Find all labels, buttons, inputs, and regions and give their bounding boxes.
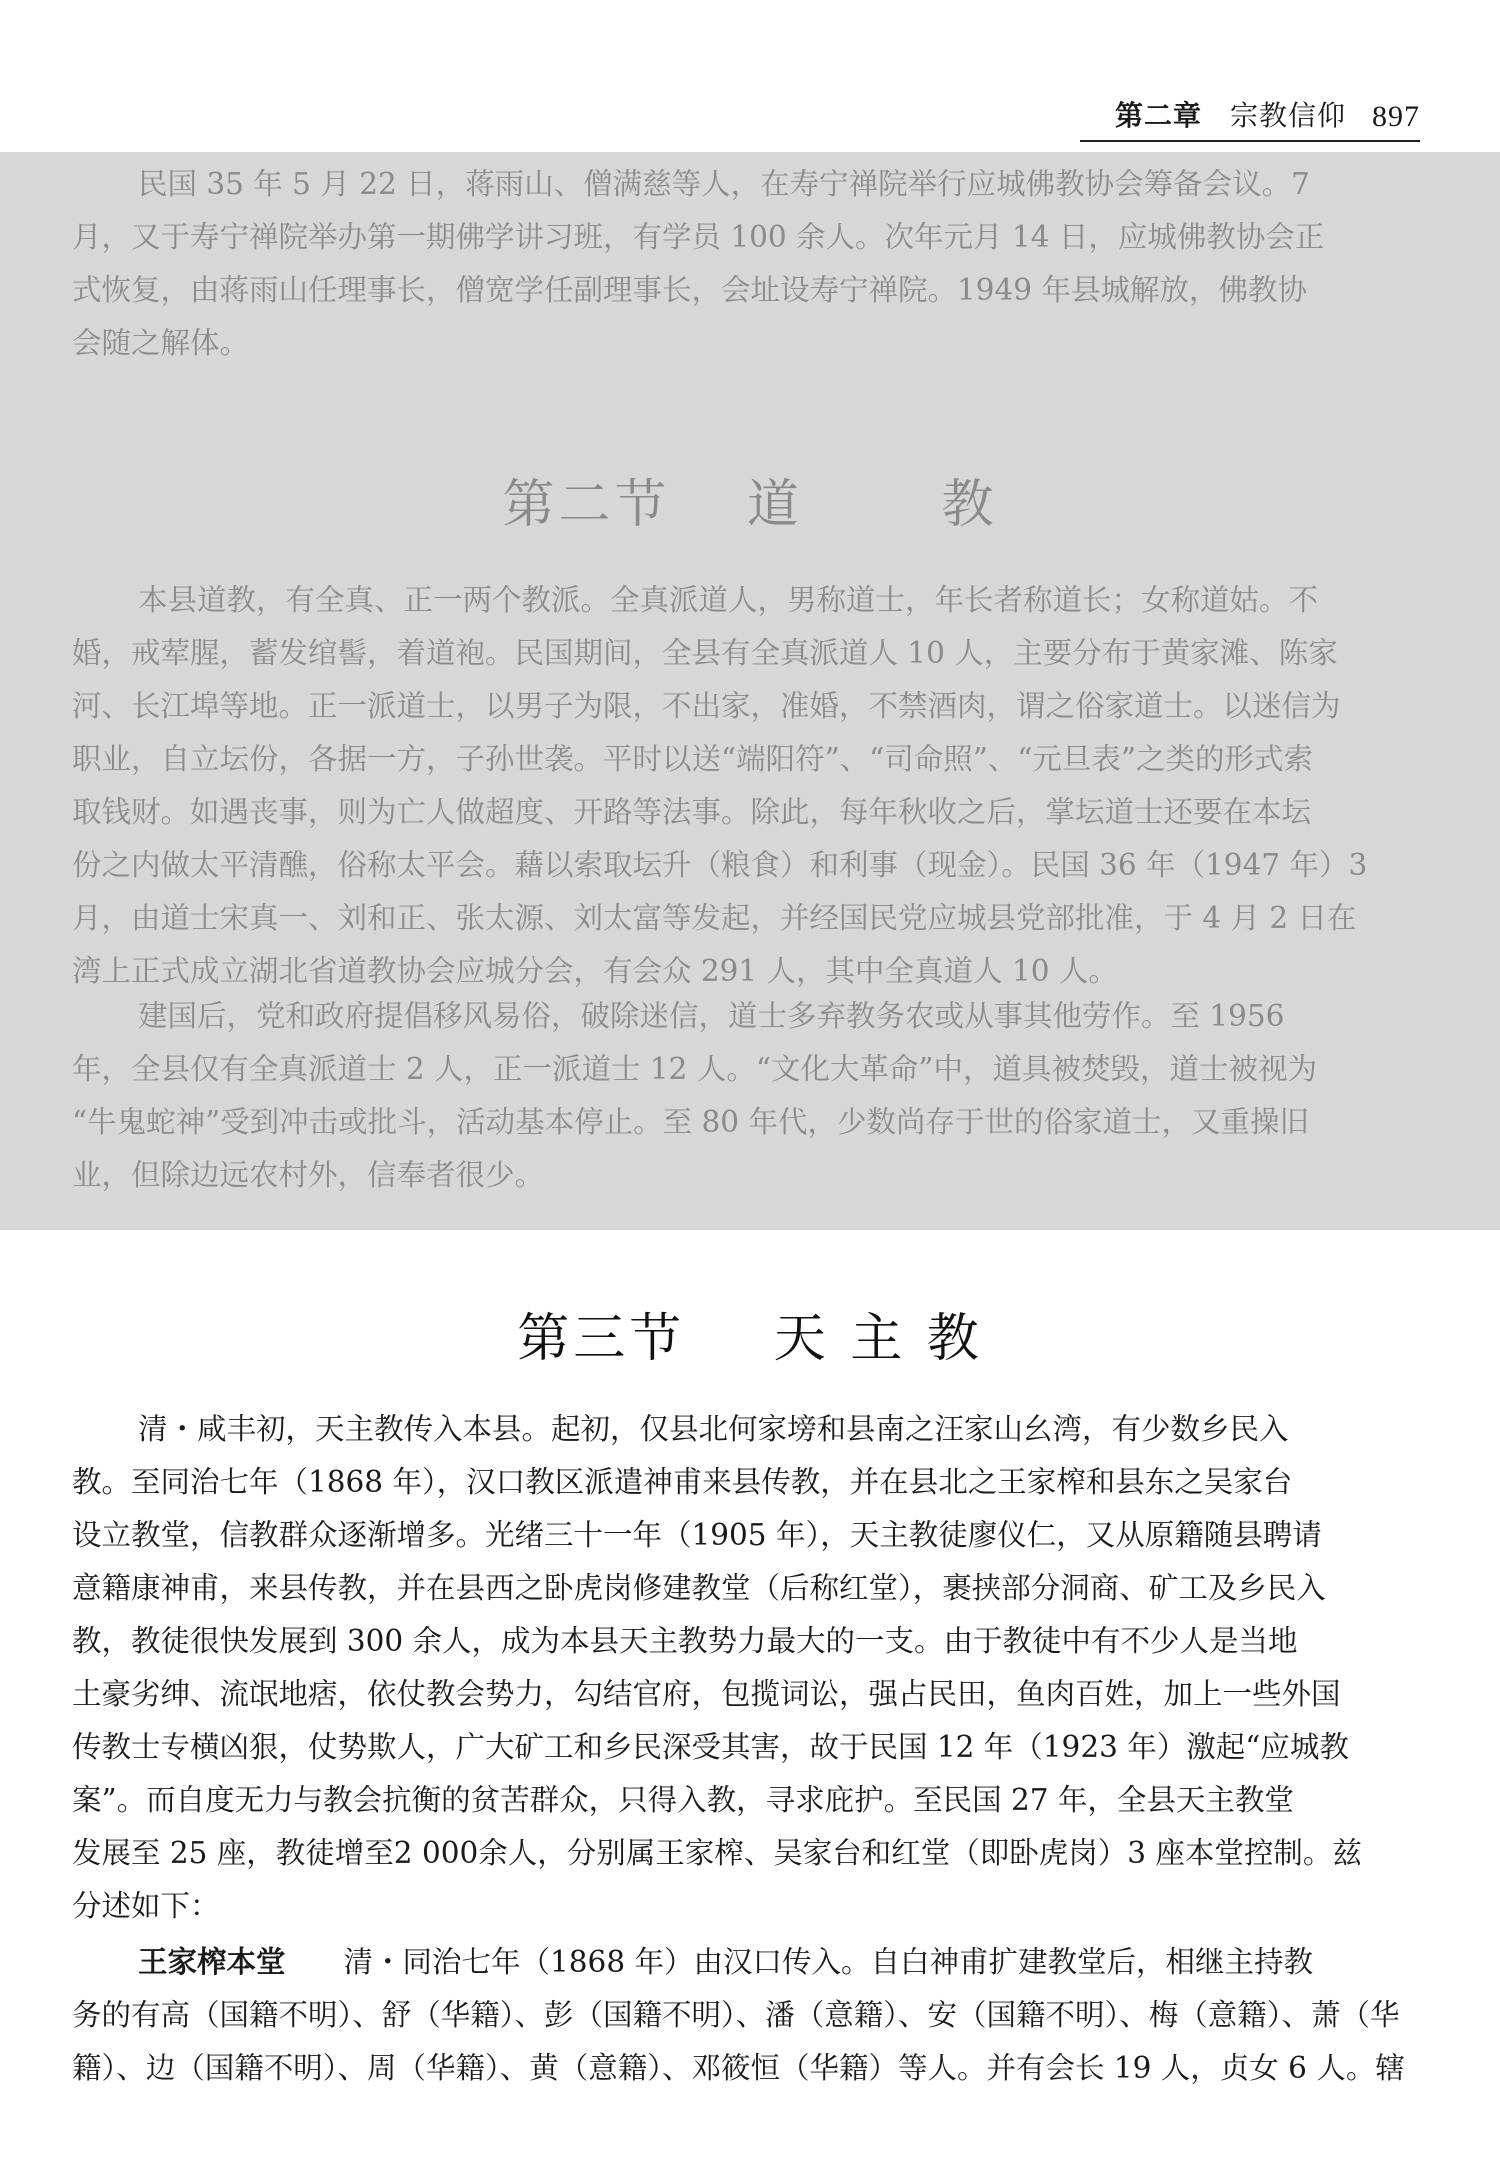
text-line: 教。至同治七年（1868 年），汉口教区派遣神甫来县传教，并在县北之王家榨和县东之吴家台 (72, 1465, 1293, 1499)
text-line: 发展至 25 座，教徒增至2 000余人，分别属王家榨、吴家台和红堂（即卧虎岗）3 座本堂控制。兹 (72, 1836, 1362, 1870)
text-line: 籍）、边（国籍不明）、周（华籍）、黄（意籍）、邓筱恒（华籍）等人。并有会长 19 人，贞女 6 人。辖 (72, 2051, 1405, 2085)
section-title-word: 教 (941, 475, 998, 535)
wangjiazha-entry (72, 1935, 1420, 2095)
section-3-paragraph-1 (72, 1403, 1420, 1933)
text-line: 年，全县仅有全真派道士 2 人，正一派道士 12 人。“文化大革命”中，道具被焚毁，道士被视为 (72, 1052, 1317, 1086)
text-line: 河、长江埠等地。正一派道士，以男子为限，不出家，准婚，不禁酒肉，谓之俗家道士。以迷信为 (72, 689, 1341, 723)
text-line: 清・咸丰初，天主教传入本县。起初，仅县北何家塝和县南之汪家山幺湾，有少数乡民入 (138, 1412, 1289, 1446)
text-line: 湾上正式成立湖北省道教协会应城分会，有会众 291 人，其中全真道人 10 人。 (72, 954, 1118, 988)
buddhism-tail-paragraph (72, 158, 1420, 370)
text-line: 案”。而自度无力与教会抗衡的贫苦群众，只得入教，寻求庇护。至民国 27 年，全县天主教堂 (72, 1783, 1294, 1817)
text-line: 月，由道士宋真一、刘和正、张太源、刘太富等发起，并经国民党应城县党部批准，于 4 月 2 日在 (72, 901, 1357, 935)
text-line: 式恢复，由蒋雨山任理事长，僧宽学任副理事长，会址设寿宁禅院。1949 年县城解放，佛教协 (72, 273, 1307, 307)
text-line: 业，但除边远农村外，信奉者很少。 (72, 1158, 545, 1192)
section-2-paragraph-2 (72, 990, 1420, 1202)
text-line: 份之内做太平清醮，俗称太平会。藉以索取坛升（粮食）和利事（现金）。民国 36 年（1947 年）3 (72, 848, 1368, 882)
text-line: 取钱财。如遇丧事，则为亡人做超度、开路等法事。除此，每年秋收之后，掌坛道士还要在本坛 (72, 795, 1312, 829)
entry-heading: 王家榨本堂 (138, 1944, 286, 1979)
text-line: 教，教徒很快发展到 300 余人，成为本县天主教势力最大的一支。由于教徒中有不少人是当地 (72, 1624, 1298, 1658)
text-line: 设立教堂，信教群众逐渐增多。光绪三十一年（1905 年），天主教徒廖仪仁，又从原籍随县聘请 (72, 1518, 1322, 1552)
text-line: 传教士专横凶狠，仗势欺人，广大矿工和乡民深受其害，故于民国 12 年（1923 年）激起“应城教 (72, 1730, 1349, 1764)
running-header (1080, 90, 1420, 134)
entry-text: 清・同治七年（1868 年）由汉口传入。自白神甫扩建教堂后，相继主持教 (343, 1945, 1313, 1979)
chapter-label: 第二章 (1114, 99, 1202, 132)
chapter-topic: 宗教信仰 (1229, 99, 1346, 132)
text-line: 建国后，党和政府提倡移风易俗，破除迷信，道士多弃教务农或从事其他劳作。至 1956 (138, 999, 1285, 1033)
section-2-paragraph-1 (72, 574, 1420, 998)
text-line: 本县道教，有全真、正一两个教派。全真派道人，男称道士，年长者称道长；女称道姑。不 (138, 583, 1319, 617)
text-line: 土豪劣绅、流氓地痞，依仗教会势力，勾结官府，包揽词讼，强占民田，鱼肉百姓，加上一些外国 (72, 1677, 1341, 1711)
text-line: 分述如下： (72, 1889, 220, 1923)
page-number: 897 (1372, 100, 1420, 133)
header-rule (1080, 140, 1420, 142)
section-number: 第二节 (502, 475, 671, 535)
section-title-word: 天 主 教 (773, 1309, 983, 1369)
section-3-title (0, 1296, 1500, 1371)
section-2-title (0, 462, 1500, 537)
section-number: 第三节 (517, 1309, 686, 1369)
text-line: 务的有高（国籍不明）、舒（华籍）、彭（国籍不明）、潘（意籍）、安（国籍不明）、梅（意籍）、萧（华 (72, 1998, 1400, 2032)
text-line: 婚，戒荤腥，蓄发绾髻，着道袍。民国期间，全县有全真派道人 10 人，主要分布于黄家滩、陈家 (72, 636, 1338, 670)
text-line: 职业，自立坛份，各据一方，子孙世袭。平时以送“端阳符”、“司命照”、“元旦表”之类的形式索 (72, 742, 1313, 776)
section-title-word: 道 (746, 475, 803, 535)
text-line (72, 1935, 1420, 1989)
text-line: 民国 35 年 5 月 22 日，蒋雨山、僧满慈等人，在寿宁禅院举行应城佛教协会筹备会议。7 (138, 167, 1310, 201)
text-line: 月，又于寿宁禅院举办第一期佛学讲习班，有学员 100 余人。次年元月 14 日，应城佛教协会正 (72, 220, 1325, 254)
text-line: 会随之解体。 (72, 326, 250, 360)
text-line: 意籍康神甫，来县传教，并在县西之卧虎岗修建教堂（后称红堂），裹挟部分洞商、矿工及乡民入 (72, 1571, 1326, 1605)
text-line: “牛鬼蛇神”受到冲击或批斗，活动基本停止。至 80 年代，少数尚存于世的俗家道士，又重操旧 (72, 1105, 1309, 1139)
